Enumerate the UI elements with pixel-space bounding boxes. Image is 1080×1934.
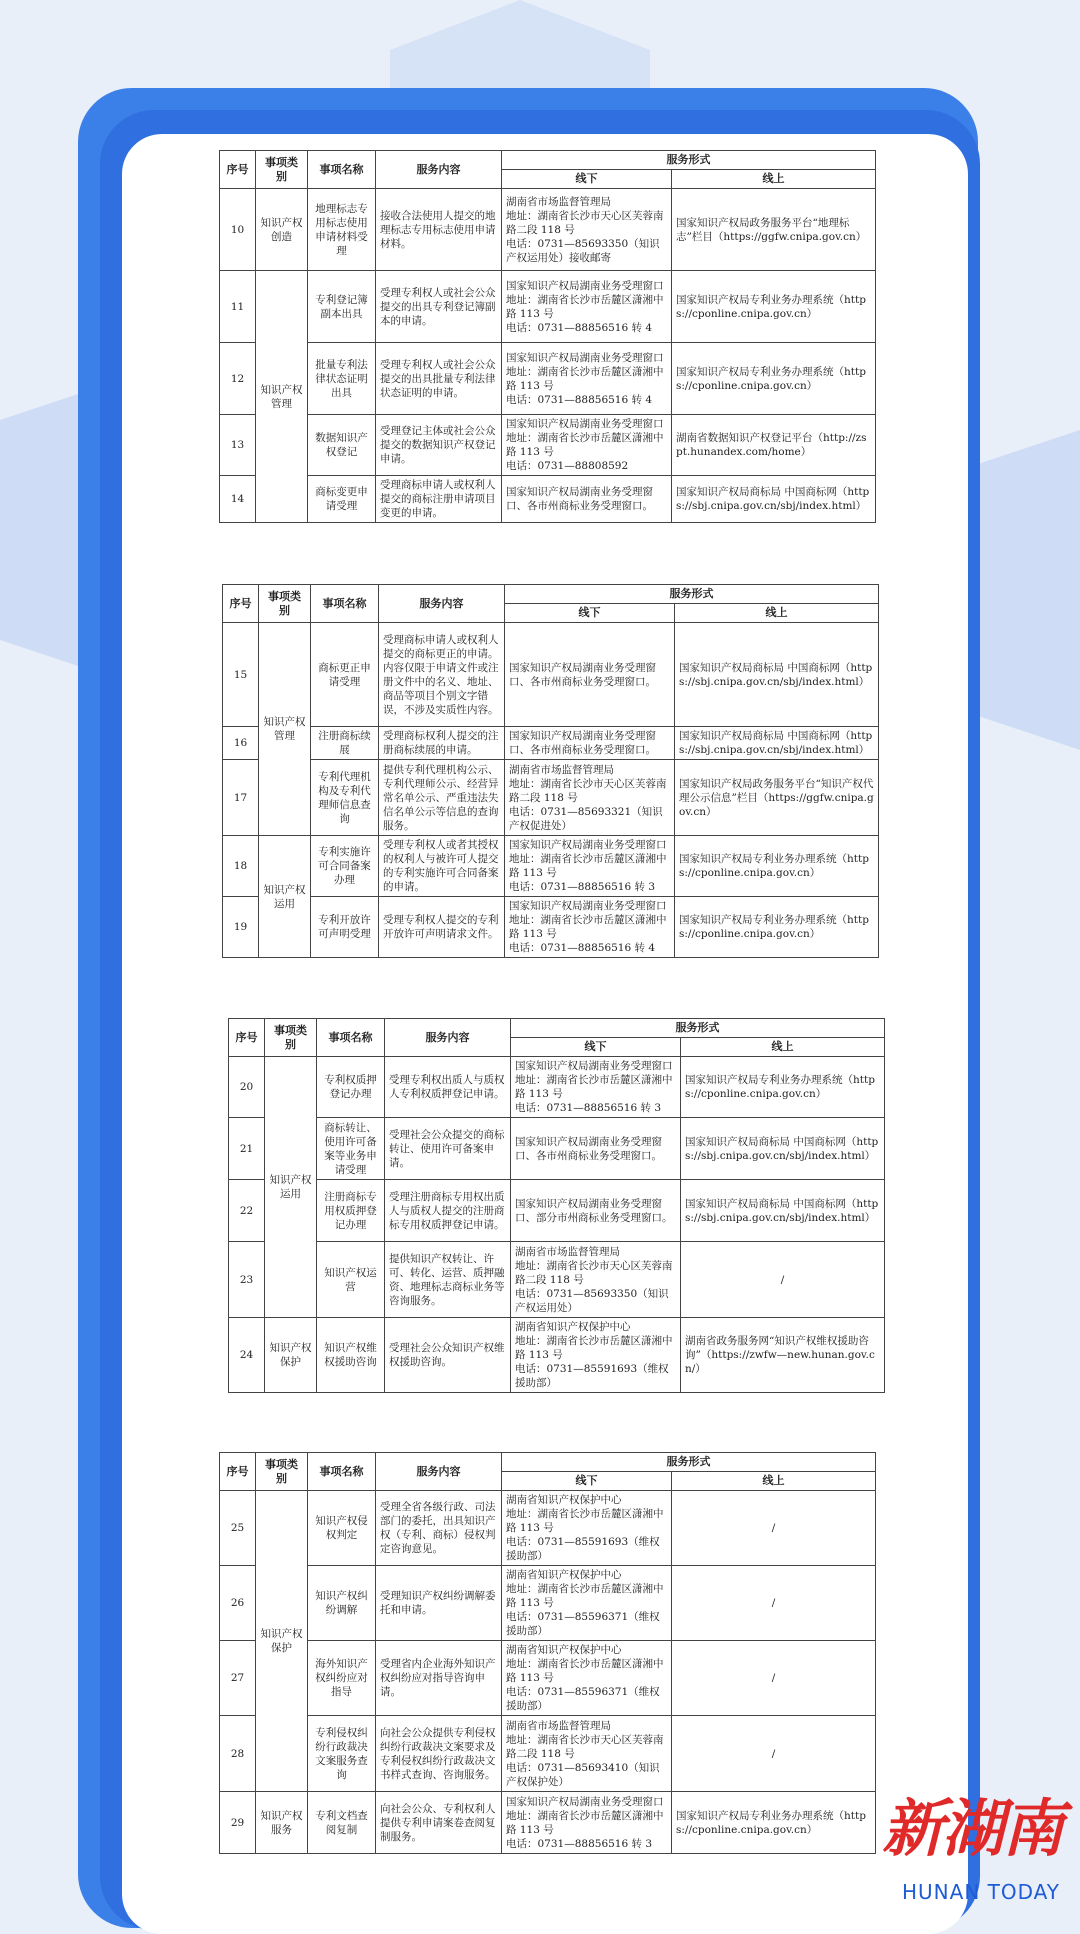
online-cell: 国家知识产权局专利业务办理系统（https://cponline.cnipa.gov.cn） [672,271,876,343]
content-cell: 受理省内企业海外知识产权纠纷应对指导咨询申请。 [376,1641,502,1716]
table-row [220,415,876,476]
seq-cell: 22 [229,1180,265,1242]
offline-cell: 国家知识产权局湖南业务受理窗口 地址：湖南省长沙市岳麓区潇湘中路 113 号 电话：0731—88856516 转 3 [502,1792,672,1854]
header-seq: 序号 [229,1019,265,1057]
offline-cell: 国家知识产权局湖南业务受理窗口、部分市州商标业务受理窗口。 [511,1180,681,1242]
seq-cell: 15 [223,623,259,727]
category-cell: 知识产权管理 [256,271,308,523]
service-table-2 [222,584,879,958]
category-cell: 知识产权管理 [259,623,311,836]
table-row [229,1318,885,1393]
content-cell: 受理商标权利人提交的注册商标续展的申请。 [379,727,505,760]
brand-logo-text: 新湖南 [881,1792,1062,1865]
table-row [220,1792,876,1854]
seq-cell: 27 [220,1641,256,1716]
offline-cell: 国家知识产权局湖南业务受理窗口 地址：湖南省长沙市岳麓区潇湘中路 113 号 电话：0731—88856516 转 4 [502,343,672,415]
online-cell: 国家知识产权局专利业务办理系统（https://cponline.cnipa.gov.cn） [672,1792,876,1854]
content-cell: 提供专利代理机构公示、专利代理师公示、经营异常名单公示、严重违法失信名单公示等信息的查询服务。 [379,760,505,836]
offline-cell: 国家知识产权局湖南业务受理窗口 地址：湖南省长沙市岳麓区潇湘中路 113 号 电话：0731—88856516 转 3 [511,1057,681,1118]
header-seq: 序号 [220,1453,256,1491]
seq-cell: 18 [223,836,259,897]
seq-cell: 24 [229,1318,265,1393]
online-cell: / [672,1641,876,1716]
content-cell: 受理专利权人或者其授权的权利人与被许可人提交的专利实施许可合同备案的申请。 [379,836,505,897]
header-seq: 序号 [220,151,256,189]
seq-cell: 29 [220,1792,256,1854]
name-cell: 知识产权侵权判定 [308,1491,376,1566]
seq-cell: 28 [220,1716,256,1792]
header-form: 服务形式 [505,585,879,604]
content-cell: 受理专利权人或社会公众提交的出具批量专利法律状态证明的申请。 [376,343,502,415]
offline-cell: 国家知识产权局湖南业务受理窗口、各市州商标业务受理窗口。 [502,476,672,523]
name-cell: 知识产权维权援助咨询 [317,1318,385,1393]
category-cell: 知识产权保护 [265,1318,317,1393]
header-seq: 序号 [223,585,259,623]
header-offline: 线下 [505,604,675,623]
category-cell: 知识产权服务 [256,1792,308,1854]
header-online: 线上 [672,170,876,189]
category-cell: 知识产权保护 [256,1491,308,1792]
header-online: 线上 [672,1472,876,1491]
header-online: 线上 [675,604,879,623]
online-cell: 湖南省政务服务网“知识产权维权援助咨询”（https://zwfw—new.hunan.gov.cn/） [681,1318,885,1393]
offline-cell: 湖南省知识产权保护中心 地址：湖南省长沙市岳麓区潇湘中路 113 号 电话：0731—85596371（维权援助部） [502,1566,672,1641]
name-cell: 专利文档查阅复制 [308,1792,376,1854]
name-cell: 知识产权纠纷调解 [308,1566,376,1641]
seq-cell: 12 [220,343,256,415]
name-cell: 数据知识产权登记 [308,415,376,476]
header-category: 事项类别 [259,585,311,623]
name-cell: 知识产权运营 [317,1242,385,1318]
header-content: 服务内容 [379,585,505,623]
offline-cell: 国家知识产权局湖南业务受理窗口 地址：湖南省长沙市岳麓区潇湘中路 113 号 电话：0731—88856516 转 3 [505,836,675,897]
header-offline: 线下 [502,1472,672,1491]
offline-cell: 国家知识产权局湖南业务受理窗口、各市州商标业务受理窗口。 [505,623,675,727]
seq-cell: 13 [220,415,256,476]
name-cell: 地理标志专用标志使用申请材料受理 [308,189,376,271]
offline-cell: 湖南省市场监督管理局 地址：湖南省长沙市天心区芙蓉南路二段 118 号 电话：0731—85693410（知识产权保护处） [502,1716,672,1792]
offline-cell: 国家知识产权局湖南业务受理窗口 地址：湖南省长沙市岳麓区潇湘中路 113 号 电话：0731—88808592 [502,415,672,476]
table-row [229,1057,885,1118]
table-row [223,623,879,727]
name-cell: 专利权质押登记办理 [317,1057,385,1118]
content-cell: 受理注册商标专用权出质人与质权人提交的注册商标专用权质押登记申请。 [385,1180,511,1242]
table-row [223,727,879,760]
online-cell: 国家知识产权局专利业务办理系统（https://cponline.cnipa.gov.cn） [681,1057,885,1118]
online-cell: 国家知识产权局商标局 中国商标网（https://sbj.cnipa.gov.cn/sbj/index.html） [675,623,879,727]
table-row [223,836,879,897]
table-row [229,1118,885,1180]
header-form: 服务形式 [511,1019,885,1038]
header-form: 服务形式 [502,1453,876,1472]
header-name: 事项名称 [308,1453,376,1491]
content-cell: 受理社会公众提交的商标转让、使用许可备案申请。 [385,1118,511,1180]
offline-cell: 湖南省知识产权保护中心 地址：湖南省长沙市岳麓区潇湘中路 113 号 电话：0731—85591693（维权援助部） [511,1318,681,1393]
name-cell: 海外知识产权纠纷应对指导 [308,1641,376,1716]
header-offline: 线下 [511,1038,681,1057]
service-table-1 [219,150,876,523]
offline-cell: 湖南省市场监督管理局 地址：湖南省长沙市天心区芙蓉南路二段 118 号 电话：0731—85693350（知识产权运用处）接收邮寄 [502,189,672,271]
name-cell: 商标转让、使用许可备案等业务申请受理 [317,1118,385,1180]
content-cell: 受理登记主体或社会公众提交的数据知识产权登记申请。 [376,415,502,476]
header-content: 服务内容 [385,1019,511,1057]
offline-cell: 湖南省知识产权保护中心 地址：湖南省长沙市岳麓区潇湘中路 113 号 电话：0731—85596371（维权援助部） [502,1641,672,1716]
online-cell: 国家知识产权局商标局 中国商标网（https://sbj.cnipa.gov.cn/sbj/index.html） [681,1118,885,1180]
name-cell: 专利开放许可声明受理 [311,897,379,958]
online-cell: / [681,1242,885,1318]
name-cell: 商标更正申请受理 [311,623,379,727]
table-row [229,1180,885,1242]
table-row [220,1641,876,1716]
header-content: 服务内容 [376,151,502,189]
name-cell: 专利侵权纠纷行政裁决文案服务查询 [308,1716,376,1792]
online-cell: / [672,1566,876,1641]
seq-cell: 17 [223,760,259,836]
table-row [220,189,876,271]
category-cell: 知识产权创造 [256,189,308,271]
content-cell: 接收合法使用人提交的地理标志专用标志使用申请材料。 [376,189,502,271]
content-cell: 向社会公众、专利权利人提供专利申请案卷查阅复制服务。 [376,1792,502,1854]
content-cell: 受理知识产权纠纷调解委托和申请。 [376,1566,502,1641]
offline-cell: 国家知识产权局湖南业务受理窗口 地址：湖南省长沙市岳麓区潇湘中路 113 号 电话：0731—88856516 转 4 [505,897,675,958]
name-cell: 商标变更申请受理 [308,476,376,523]
name-cell: 专利代理机构及专利代理师信息查询 [311,760,379,836]
online-cell: / [672,1716,876,1792]
seq-cell: 26 [220,1566,256,1641]
online-cell: 国家知识产权局商标局 中国商标网（https://sbj.cnipa.gov.cn/sbj/index.html） [672,476,876,523]
seq-cell: 10 [220,189,256,271]
offline-cell: 国家知识产权局湖南业务受理窗口、各市州商标业务受理窗口。 [505,727,675,760]
online-cell: 国家知识产权局商标局 中国商标网（https://sbj.cnipa.gov.cn/sbj/index.html） [675,727,879,760]
content-cell: 受理社会公众知识产权维权援助咨询。 [385,1318,511,1393]
seq-cell: 20 [229,1057,265,1118]
name-cell: 专利实施许可合同备案办理 [311,836,379,897]
table-row [220,271,876,343]
content-cell: 向社会公众提供专利侵权纠纷行政裁决文案要求及专利侵权纠纷行政裁决文书样式查询、咨询服务。 [376,1716,502,1792]
table-row [223,897,879,958]
name-cell: 注册商标专用权质押登记办理 [317,1180,385,1242]
online-cell: 国家知识产权局专利业务办理系统（https://cponline.cnipa.gov.cn） [672,343,876,415]
offline-cell: 湖南省市场监督管理局 地址：湖南省长沙市天心区芙蓉南路二段 118 号 电话：0731—85693321（知识产权促进处） [505,760,675,836]
content-cell: 受理商标申请人或权利人提交的商标更正的申请。内容仅限于申请文件或注册文件中的名义、地址、商品等项目个别文字错误，不涉及实质性内容。 [379,623,505,727]
header-name: 事项名称 [311,585,379,623]
online-cell: 国家知识产权局商标局 中国商标网（https://sbj.cnipa.gov.cn/sbj/index.html） [681,1180,885,1242]
category-cell: 知识产权运用 [259,836,311,958]
offline-cell: 国家知识产权局湖南业务受理窗口 地址：湖南省长沙市岳麓区潇湘中路 113 号 电话：0731—88856516 转 4 [502,271,672,343]
table-row [220,343,876,415]
name-cell: 注册商标续展 [311,727,379,760]
offline-cell: 湖南省知识产权保护中心 地址：湖南省长沙市岳麓区潇湘中路 113 号 电话：0731—85591693（维权援助部） [502,1491,672,1566]
content-cell: 受理专利权人提交的专利开放许可声明请求文件。 [379,897,505,958]
content-cell: 受理专利权出质人与质权人专利权质押登记申请。 [385,1057,511,1118]
service-table-3 [228,1018,885,1393]
online-cell: 湖南省数据知识产权登记平台（http://zspt.hunandex.com/home） [672,415,876,476]
service-table-4 [219,1452,876,1854]
header-online: 线上 [681,1038,885,1057]
seq-cell: 23 [229,1242,265,1318]
content-cell: 受理商标申请人或权利人提交的商标注册申请项目变更的申请。 [376,476,502,523]
brand-logo-subtitle: HUNAN TODAY [902,1880,1060,1904]
header-content: 服务内容 [376,1453,502,1491]
content-cell: 受理专利权人或社会公众提交的出具专利登记簿副本的申请。 [376,271,502,343]
seq-cell: 14 [220,476,256,523]
name-cell: 专利登记簿副本出具 [308,271,376,343]
online-cell: 国家知识产权局专利业务办理系统（https://cponline.cnipa.gov.cn） [675,897,879,958]
online-cell: 国家知识产权局政务服务平台“知识产权代理公示信息”栏目（https://ggfw.cnipa.gov.cn） [675,760,879,836]
table-row [220,1566,876,1641]
header-form: 服务形式 [502,151,876,170]
online-cell: 国家知识产权局专利业务办理系统（https://cponline.cnipa.gov.cn） [675,836,879,897]
header-category: 事项类别 [256,1453,308,1491]
category-cell: 知识产权运用 [265,1057,317,1318]
table-row [220,476,876,523]
header-name: 事项名称 [317,1019,385,1057]
offline-cell: 湖南省市场监督管理局 地址：湖南省长沙市天心区芙蓉南路二段 118 号 电话：0731—85693350（知识产权运用处） [511,1242,681,1318]
header-category: 事项类别 [265,1019,317,1057]
seq-cell: 25 [220,1491,256,1566]
name-cell: 批量专利法律状态证明出具 [308,343,376,415]
table-row [220,1716,876,1792]
content-cell: 受理全省各级行政、司法部门的委托，出具知识产权（专利、商标）侵权判定咨询意见。 [376,1491,502,1566]
online-cell: 国家知识产权局政务服务平台“地理标志”栏目（https://ggfw.cnipa.gov.cn） [672,189,876,271]
offline-cell: 国家知识产权局湖南业务受理窗口、各市州商标业务受理窗口。 [511,1118,681,1180]
header-name: 事项名称 [308,151,376,189]
table-row [229,1242,885,1318]
content-cell: 提供知识产权转让、许可、转化、运营、质押融资、地理标志商标业务等咨询服务。 [385,1242,511,1318]
seq-cell: 11 [220,271,256,343]
header-category: 事项类别 [256,151,308,189]
online-cell: / [672,1491,876,1566]
seq-cell: 16 [223,727,259,760]
table-row [220,1491,876,1566]
seq-cell: 19 [223,897,259,958]
table-row [223,760,879,836]
header-offline: 线下 [502,170,672,189]
seq-cell: 21 [229,1118,265,1180]
